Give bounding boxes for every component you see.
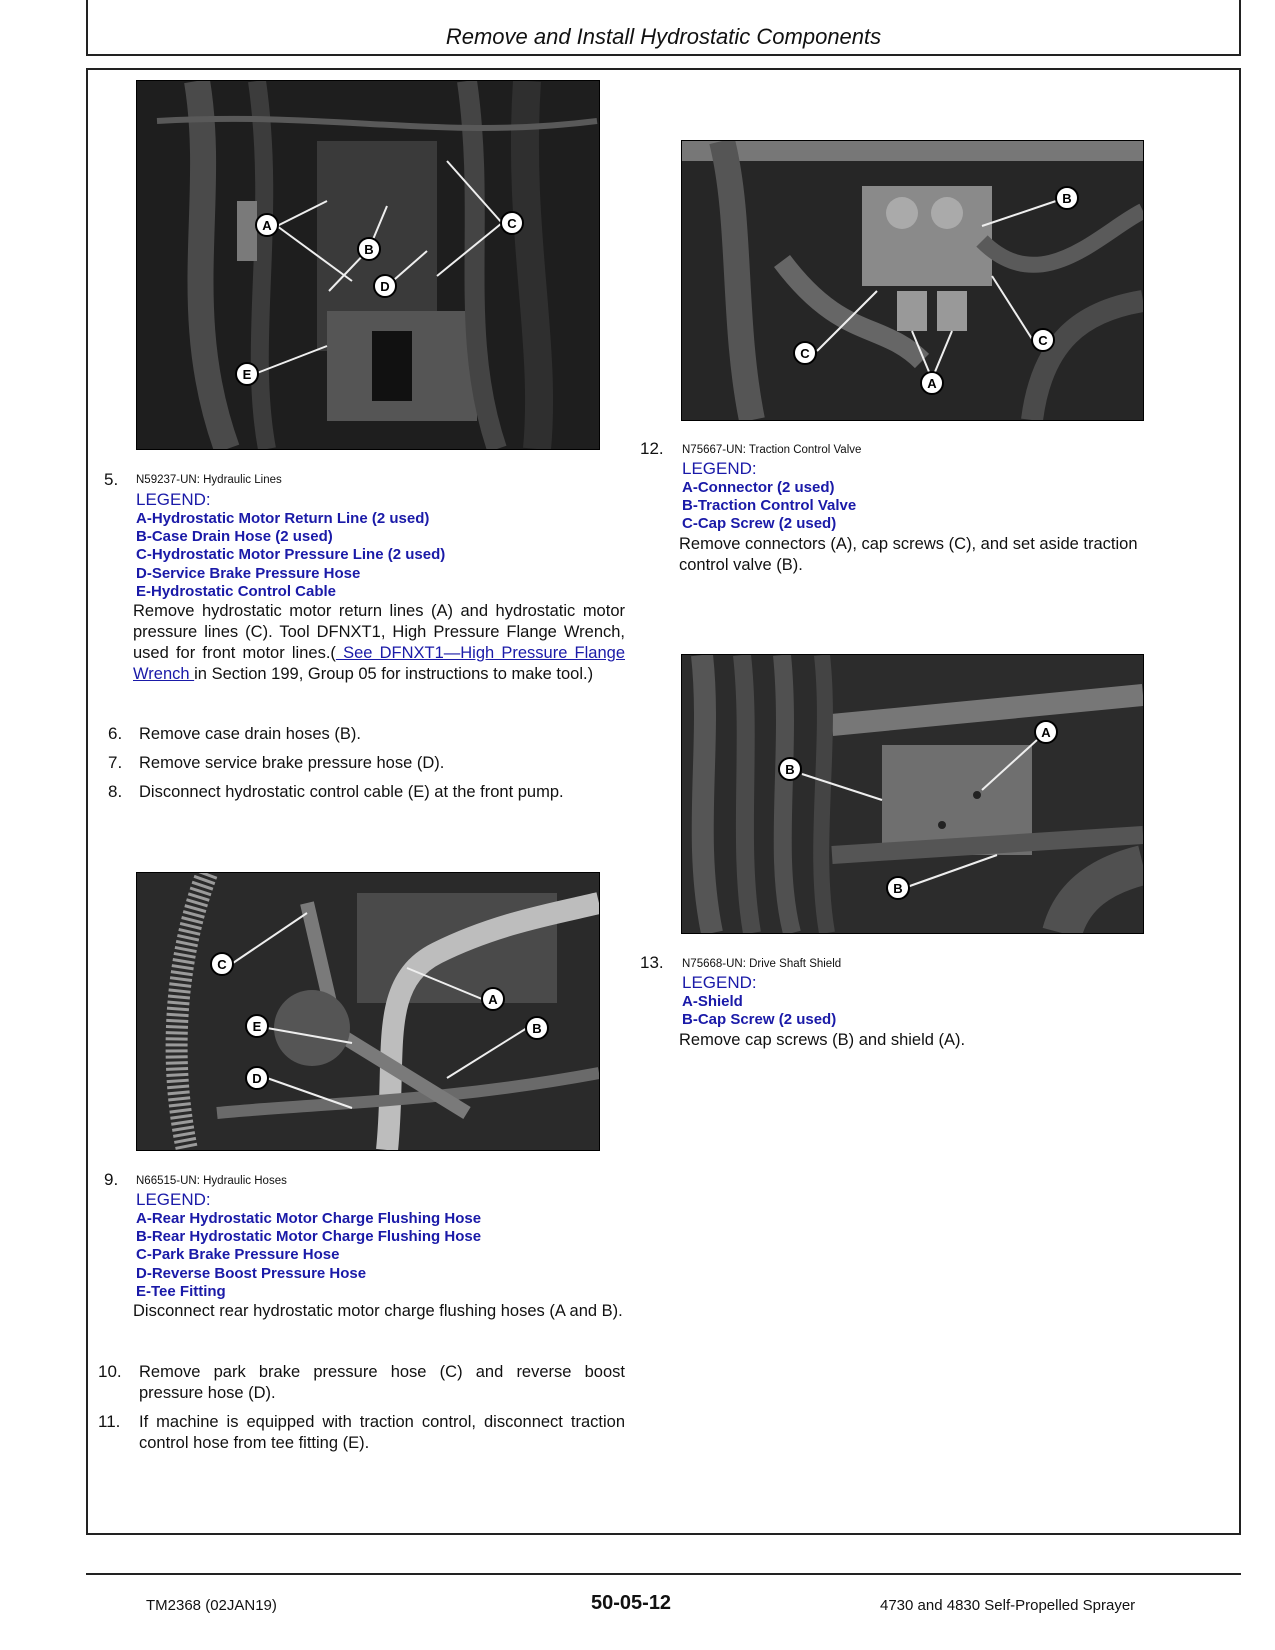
photo2-callout-c-left: C (800, 346, 810, 361)
photo1-callout-c: C (507, 216, 517, 231)
step-11-number: 11. (98, 1412, 121, 1431)
photo-traction-control-valve-illustration (682, 141, 1143, 420)
step-5-legend-title: LEGEND: (136, 490, 211, 509)
step-5-legend-e: E-Hydrostatic Control Cable (136, 583, 337, 600)
dfnxt1-link[interactable]: See DFNXT1—High Pressure Flange Wrench (133, 644, 626, 683)
step-9-text: Disconnect rear hydrostatic motor charge flushing hoses (A and B). (133, 1302, 623, 1320)
photo1-callout-b: B (364, 242, 374, 257)
footer-product-name: 4730 and 4830 Self-Propelled Sprayer (880, 1597, 1136, 1614)
step-13-legend-title: LEGEND: (682, 973, 757, 992)
step-9-legend-c: C-Park Brake Pressure Hose (136, 1246, 340, 1263)
photo2-callout-a: A (927, 376, 937, 391)
step-9-number: 9. (104, 1170, 119, 1189)
step-9-legend-b: B-Rear Hydrostatic Motor Charge Flushing Hose (136, 1228, 482, 1245)
photo-hydraulic-hoses-illustration (137, 873, 599, 1150)
photo3-callout-a: A (488, 992, 498, 1007)
step-12-legend-b: B-Traction Control Valve (682, 497, 857, 514)
photo1-callout-a: A (262, 218, 272, 233)
step-12-text: Remove connectors (A), cap screws (C), and set aside traction control valve (B). (679, 535, 1138, 574)
page-title: Remove and Install Hydrostatic Components (445, 24, 882, 49)
photo2-callout-c-right: C (1038, 333, 1048, 348)
photo3-callout-d: D (252, 1071, 262, 1086)
step-9-legend-d: D-Reverse Boost Pressure Hose (136, 1265, 367, 1282)
photo-hydraulic-lines (136, 80, 600, 450)
step-5-number: 5. (104, 470, 119, 489)
photo2-callout-b: B (1062, 191, 1072, 206)
step-13-legend-b: B-Cap Screw (2 used) (682, 1011, 837, 1028)
step-5-caption: N59237-UN: Hydraulic Lines (136, 474, 282, 486)
photo3-callout-e: E (252, 1019, 262, 1034)
footer-page-number: 50-05-12 (591, 1592, 672, 1614)
step-12-caption: N75667-UN: Traction Control Valve (682, 444, 862, 456)
step-13-legend-a: A-Shield (682, 993, 743, 1010)
photo3-callout-c: C (217, 957, 227, 972)
step-12-legend-c: C-Cap Screw (2 used) (682, 515, 837, 532)
photo4-callout-b-bottom: B (893, 881, 903, 896)
photo-traction-control-valve (681, 140, 1144, 421)
footer-manual-id: TM2368 (02JAN19) (146, 1597, 277, 1614)
step-7-number: 7. (108, 753, 123, 772)
step-7-text: Remove service brake pressure hose (D). (139, 754, 445, 772)
photo1-callout-d: D (380, 279, 390, 294)
step-9-legend-title: LEGEND: (136, 1190, 211, 1209)
step-8-text: Disconnect hydrostatic control cable (E) at the front pump. (139, 783, 564, 801)
photo1-callout-e: E (242, 367, 252, 382)
step-8-number: 8. (108, 782, 123, 801)
step-10-number: 10. (98, 1362, 122, 1381)
photo-hydraulic-lines-illustration (137, 81, 599, 449)
step-5-legend-a: A-Hydrostatic Motor Return Line (2 used) (136, 510, 430, 527)
step-5-text-before: Remove hydrostatic motor return lines (A) and hydrostatic motor pressure lines (C). Tool DFNXT1, High Pressure Flange Wrench, used for front motor lines.( (133, 602, 625, 662)
step-13-caption: N75668-UN: Drive Shaft Shield (682, 958, 842, 970)
photo4-callout-b-top: B (785, 762, 795, 777)
footer-rule (86, 1573, 1241, 1575)
photo-drive-shaft-shield (681, 654, 1144, 934)
step-9-caption: N66515-UN: Hydraulic Hoses (136, 1175, 287, 1187)
step-12-number: 12. (640, 439, 664, 458)
step-5-text (133, 601, 625, 685)
step-5-legend-b: B-Case Drain Hose (2 used) (136, 528, 333, 545)
photo4-callout-a: A (1041, 725, 1051, 740)
step-12-legend-title: LEGEND: (682, 459, 757, 478)
photo-hydraulic-hoses (136, 872, 600, 1151)
step-10-text: Remove park brake pressure hose (C) and reverse boost pressure hose (D). (139, 1363, 625, 1402)
step-5-legend-d: D-Service Brake Pressure Hose (136, 565, 361, 582)
step-11-text: If machine is equipped with traction control, disconnect traction control hose from tee fitting (E). (139, 1413, 625, 1452)
step-13-text: Remove cap screws (B) and shield (A). (679, 1031, 966, 1049)
step-9-legend-e: E-Tee Fitting (136, 1283, 226, 1300)
step-6-text: Remove case drain hoses (B). (139, 725, 361, 743)
page-header (86, 0, 1241, 56)
step-6-number: 6. (108, 724, 123, 743)
step-5-text-after: in Section 199, Group 05 for instructions to make tool.) (194, 665, 594, 683)
step-12-legend-a: A-Connector (2 used) (682, 479, 835, 496)
step-9-legend-a: A-Rear Hydrostatic Motor Charge Flushing Hose (136, 1210, 482, 1227)
step-5-legend-c: C-Hydrostatic Motor Pressure Line (2 used) (136, 546, 446, 563)
photo-drive-shaft-shield-illustration (682, 655, 1143, 933)
step-13-number: 13. (640, 953, 664, 972)
photo3-callout-b: B (532, 1021, 542, 1036)
